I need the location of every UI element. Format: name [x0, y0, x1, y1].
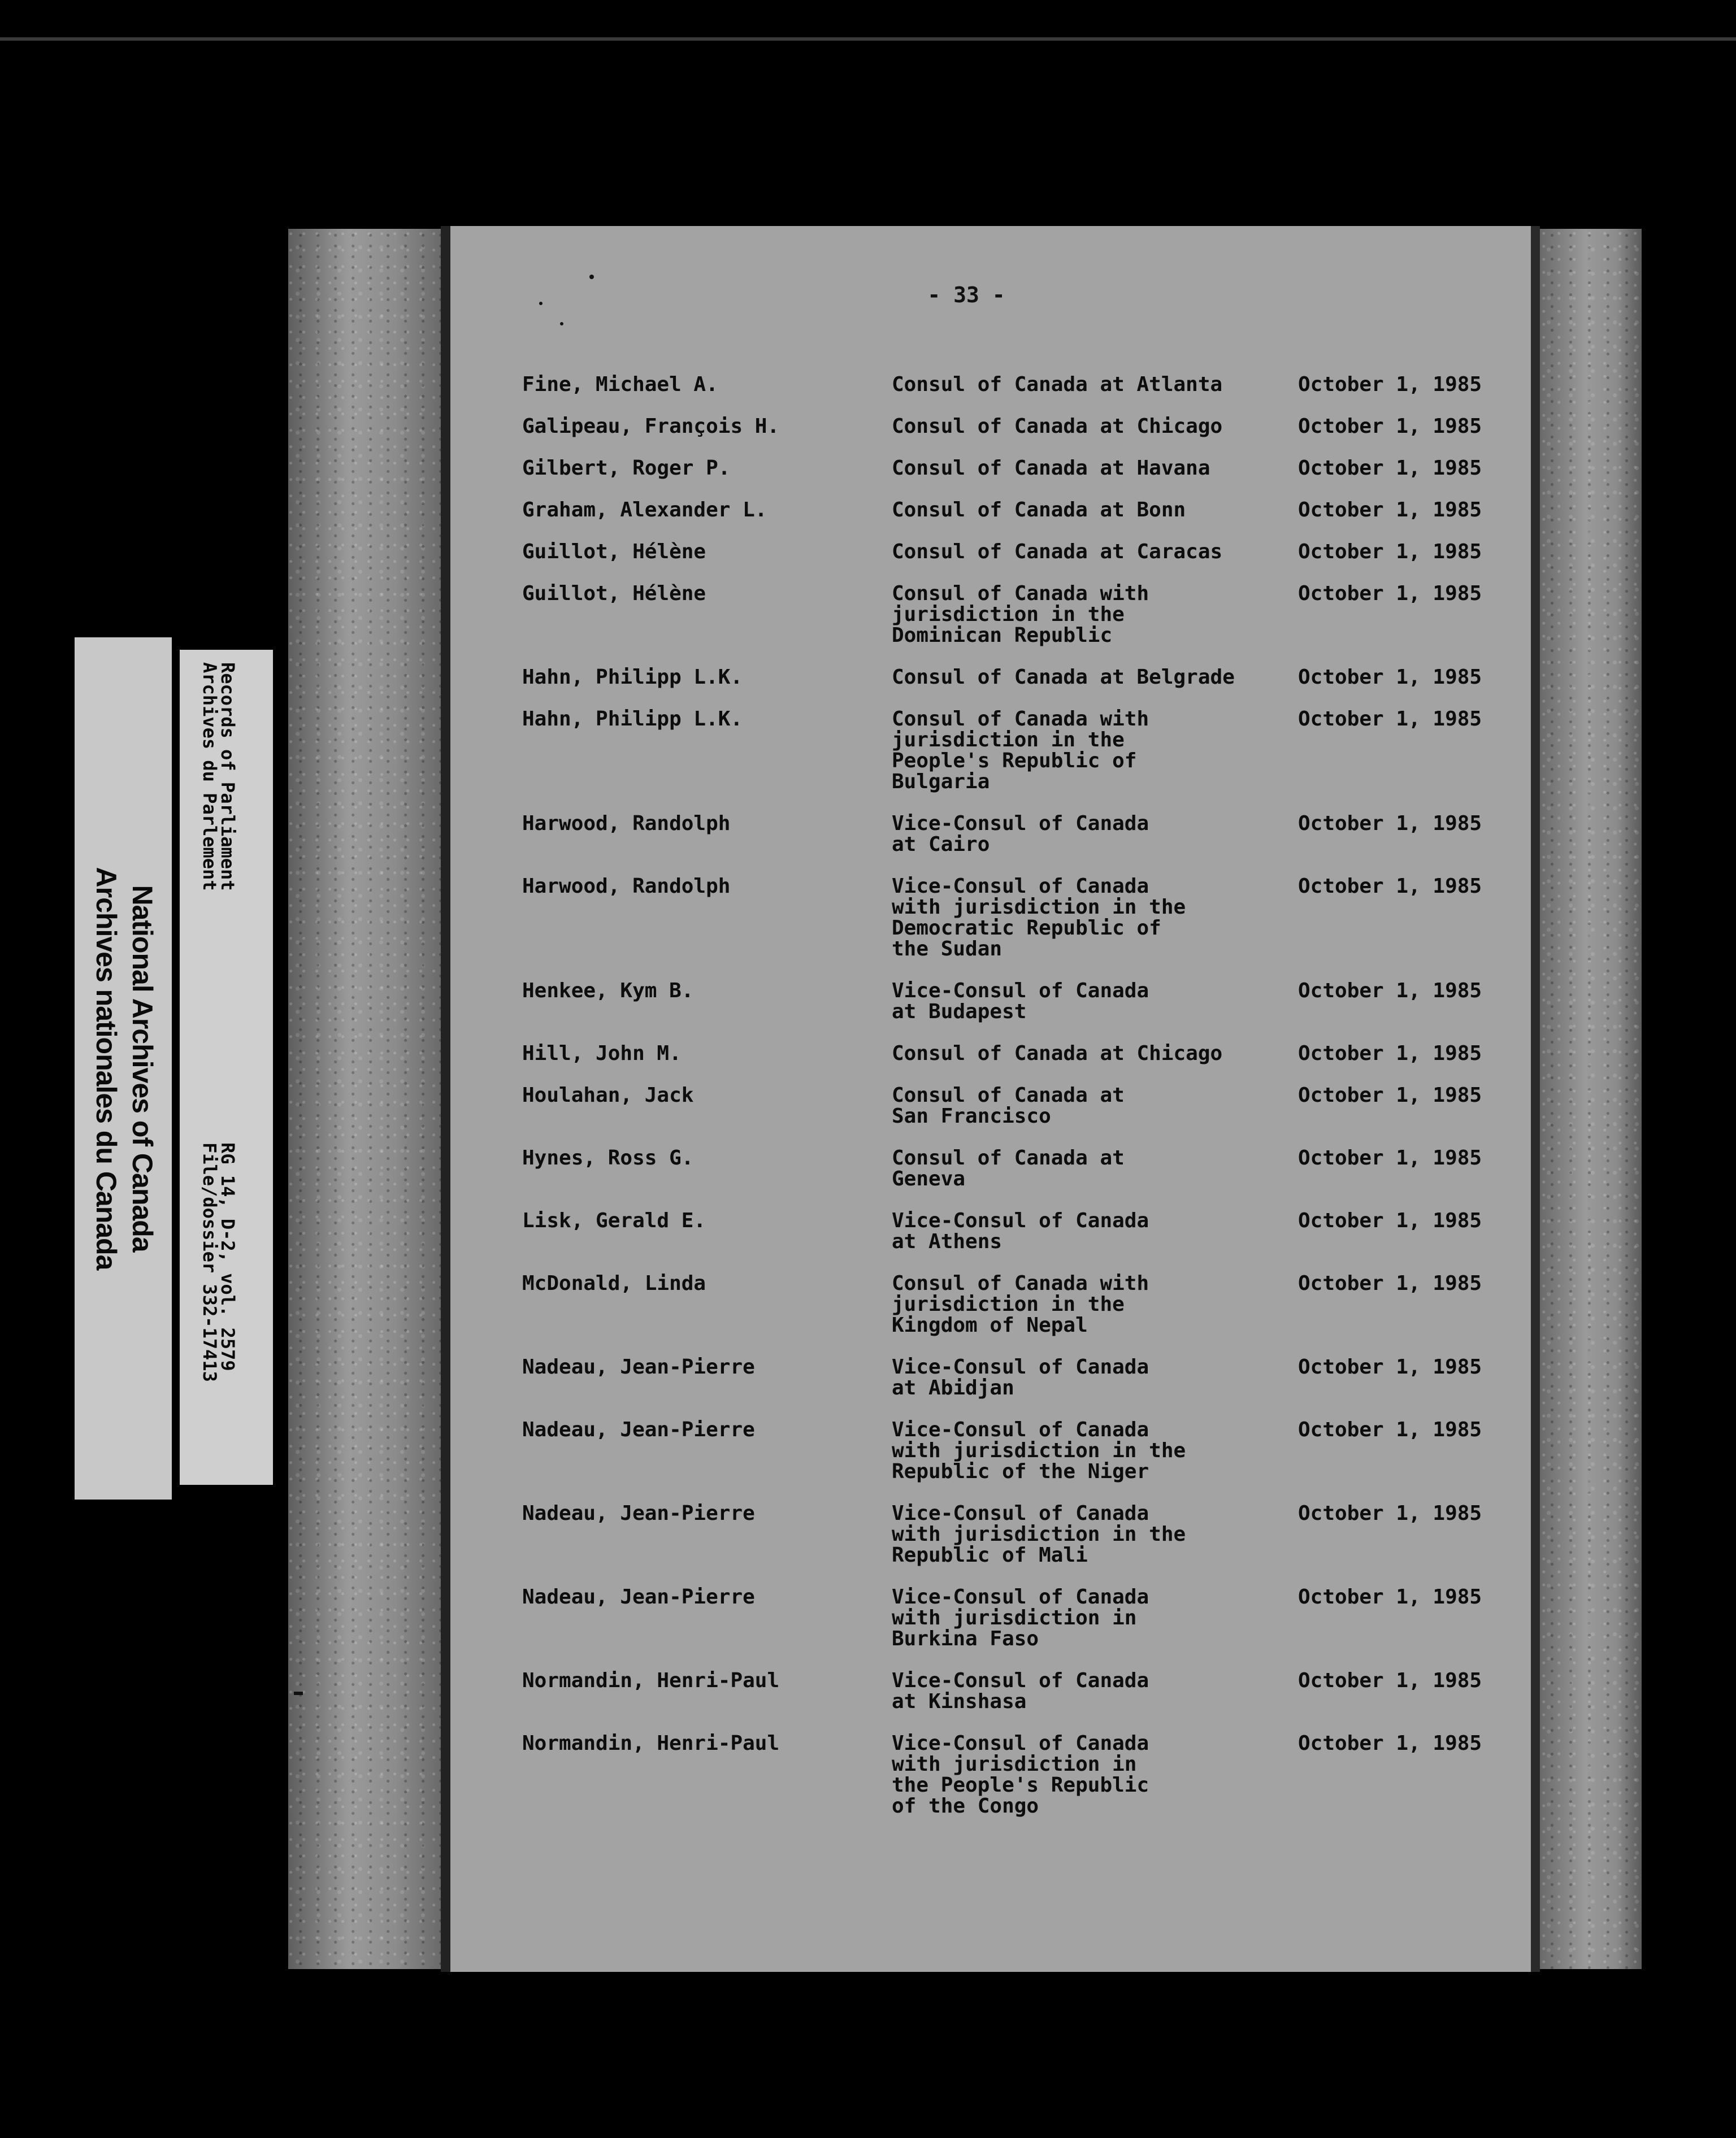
appointment-date: October 1, 1985 — [1298, 498, 1482, 522]
appointment-date: October 1, 1985 — [1298, 812, 1482, 835]
appointee-name: Guillot, Hélène — [522, 582, 706, 605]
appointment-position — [892, 541, 1222, 562]
appointee-name: Nadeau, Jean-Pierre — [522, 1418, 755, 1441]
appointment-position — [892, 1148, 1125, 1189]
position-line: Consul of Canada at Belgrade — [892, 666, 1235, 689]
position-line: Consul of Canada with — [892, 707, 1149, 731]
page-number: - 33 - — [927, 283, 1005, 307]
position-line: Vice-Consul of Canada — [892, 1355, 1149, 1379]
position-line: Consul of Canada at — [892, 1084, 1125, 1107]
appointee-name: Hahn, Philipp L.K. — [522, 666, 743, 689]
appointment-date: October 1, 1985 — [1298, 1084, 1482, 1107]
position-line: Consul of Canada at Havana — [892, 457, 1210, 480]
position-line: Consul of Canada with — [892, 582, 1149, 605]
position-line: Republic of Mali — [892, 1544, 1088, 1567]
appointee-name: Graham, Alexander L. — [522, 498, 767, 522]
appointment-date: October 1, 1985 — [1298, 875, 1482, 898]
position-line: Vice-Consul of Canada — [892, 1209, 1149, 1232]
records-of-parliament-stamp — [180, 650, 273, 1485]
scan-speck — [560, 322, 563, 325]
page-left-shadow — [441, 226, 450, 1972]
position-line: Consul of Canada at Chicago — [892, 1042, 1223, 1065]
appointment-date: October 1, 1985 — [1298, 1669, 1482, 1692]
appointment-position — [892, 1733, 1149, 1817]
appointment-date: October 1, 1985 — [1298, 540, 1482, 563]
position-line: Geneva — [892, 1167, 966, 1190]
appointment-date: October 1, 1985 — [1298, 1272, 1482, 1295]
position-line: Consul of Canada at Chicago — [892, 415, 1223, 438]
appointment-date: October 1, 1985 — [1298, 1042, 1482, 1065]
appointment-position — [892, 1273, 1149, 1336]
stamp-records-ref-volume: RG 14, D-2, vol. 2579 — [217, 1142, 238, 1371]
position-line: jurisdiction in the — [892, 603, 1125, 626]
position-line: Democratic Republic of — [892, 916, 1161, 940]
position-line: Vice-Consul of Canada — [892, 1418, 1149, 1441]
appointee-name: Henkee, Kym B. — [522, 979, 694, 1002]
appointment-date: October 1, 1985 — [1298, 1355, 1482, 1379]
position-line: Vice-Consul of Canada — [892, 1732, 1149, 1755]
appointee-name: Lisk, Gerald E. — [522, 1209, 706, 1232]
appointee-name: Nadeau, Jean-Pierre — [522, 1355, 755, 1379]
appointee-name: Hill, John M. — [522, 1042, 682, 1065]
left-scan-margin — [288, 229, 441, 1969]
appointment-date: October 1, 1985 — [1298, 666, 1482, 689]
position-line: Vice-Consul of Canada — [892, 875, 1149, 898]
stamp-records-title-english: Records of Parliament — [217, 662, 238, 891]
position-line: at Abidjan — [892, 1376, 1014, 1400]
appointment-date: October 1, 1985 — [1298, 582, 1482, 605]
appointment-position — [892, 1085, 1125, 1127]
appointment-position — [892, 1419, 1186, 1482]
appointment-position — [892, 1357, 1149, 1398]
appointment-position — [892, 374, 1222, 395]
appointee-name: Fine, Michael A. — [522, 373, 718, 396]
appointment-date: October 1, 1985 — [1298, 1146, 1482, 1170]
appointee-name: Nadeau, Jean-Pierre — [522, 1502, 755, 1525]
scan-speck — [539, 302, 542, 305]
appointment-date: October 1, 1985 — [1298, 1585, 1482, 1609]
appointment-position — [892, 416, 1222, 437]
position-line: at Athens — [892, 1230, 1002, 1253]
position-line: Vice-Consul of Canada — [892, 1585, 1149, 1609]
appointment-date: October 1, 1985 — [1298, 1502, 1482, 1525]
position-line: Consul of Canada at Caracas — [892, 540, 1223, 563]
scanner-top-edge — [0, 37, 1736, 41]
position-line: jurisdiction in the — [892, 728, 1125, 751]
position-line: Consul of Canada at Bonn — [892, 498, 1186, 522]
position-line: Bulgaria — [892, 770, 990, 793]
appointment-position — [892, 876, 1186, 959]
position-line: at Cairo — [892, 833, 990, 856]
appointee-name: McDonald, Linda — [522, 1272, 706, 1295]
position-line: Vice-Consul of Canada — [892, 979, 1149, 1002]
page-right-shadow — [1531, 226, 1540, 1972]
position-line: of the Congo — [892, 1794, 1039, 1818]
appointment-position — [892, 1503, 1186, 1566]
scan-mark — [294, 1692, 303, 1695]
appointment-position — [892, 583, 1149, 646]
appointee-name: Guillot, Hélène — [522, 540, 706, 563]
position-line: Vice-Consul of Canada — [892, 1502, 1149, 1525]
appointee-name: Nadeau, Jean-Pierre — [522, 1585, 755, 1609]
position-line: the Sudan — [892, 937, 1002, 961]
appointment-date: October 1, 1985 — [1298, 707, 1482, 731]
position-line: with jurisdiction in the — [892, 1439, 1186, 1462]
position-line: with jurisdiction in — [892, 1753, 1137, 1776]
position-line: at Budapest — [892, 1000, 1027, 1023]
appointment-position — [892, 1587, 1149, 1649]
appointee-name: Normandin, Henri-Paul — [522, 1732, 780, 1755]
position-line: Consul of Canada at Atlanta — [892, 373, 1223, 396]
appointment-position — [892, 709, 1149, 792]
appointment-position — [892, 667, 1235, 688]
position-line: Republic of the Niger — [892, 1460, 1149, 1483]
stamp-records-title-french: Archives du Parlement — [199, 662, 220, 891]
appointment-position — [892, 1670, 1149, 1712]
appointee-name: Hynes, Ross G. — [522, 1146, 694, 1170]
right-scan-margin — [1540, 229, 1642, 1969]
stamp-archives-line-french: Archives nationales du Canada — [90, 867, 122, 1270]
appointee-name: Hahn, Philipp L.K. — [522, 707, 743, 731]
position-line: with jurisdiction in — [892, 1606, 1137, 1629]
position-line: at Kinshasa — [892, 1690, 1027, 1713]
position-line: with jurisdiction in the — [892, 896, 1186, 919]
appointment-date: October 1, 1985 — [1298, 1418, 1482, 1441]
appointment-date: October 1, 1985 — [1298, 979, 1482, 1002]
position-line: Consul of Canada at — [892, 1146, 1125, 1170]
national-archives-stamp — [75, 637, 172, 1500]
appointment-position — [892, 1210, 1149, 1252]
appointment-position — [892, 980, 1149, 1022]
appointment-date: October 1, 1985 — [1298, 415, 1482, 438]
position-line: with jurisdiction in the — [892, 1523, 1186, 1546]
appointee-name: Houlahan, Jack — [522, 1084, 694, 1107]
appointee-name: Galipeau, François H. — [522, 415, 780, 438]
stamp-records-ref-file: File/dossier 332-17413 — [199, 1142, 220, 1382]
appointee-name: Harwood, Randolph — [522, 812, 731, 835]
appointee-name: Harwood, Randolph — [522, 875, 731, 898]
appointment-date: October 1, 1985 — [1298, 373, 1482, 396]
appointee-name: Normandin, Henri-Paul — [522, 1669, 780, 1692]
appointment-position — [892, 499, 1186, 520]
position-line: Dominican Republic — [892, 624, 1113, 647]
position-line: jurisdiction in the — [892, 1293, 1125, 1316]
position-line: Burkina Faso — [892, 1627, 1039, 1650]
appointee-name: Gilbert, Roger P. — [522, 457, 731, 480]
appointment-date: October 1, 1985 — [1298, 457, 1482, 480]
scan-speck — [589, 275, 594, 279]
appointment-position — [892, 813, 1149, 855]
appointment-date: October 1, 1985 — [1298, 1732, 1482, 1755]
position-line: San Francisco — [892, 1105, 1051, 1128]
stamp-archives-line-english: National Archives of Canada — [127, 885, 158, 1252]
appointment-position — [892, 458, 1210, 479]
appointment-position — [892, 1043, 1222, 1064]
position-line: Vice-Consul of Canada — [892, 812, 1149, 835]
position-line: the People's Republic — [892, 1774, 1149, 1797]
appointment-date: October 1, 1985 — [1298, 1209, 1482, 1232]
position-line: Vice-Consul of Canada — [892, 1669, 1149, 1692]
position-line: Kingdom of Nepal — [892, 1314, 1088, 1337]
position-line: Consul of Canada with — [892, 1272, 1149, 1295]
position-line: People's Republic of — [892, 749, 1137, 772]
